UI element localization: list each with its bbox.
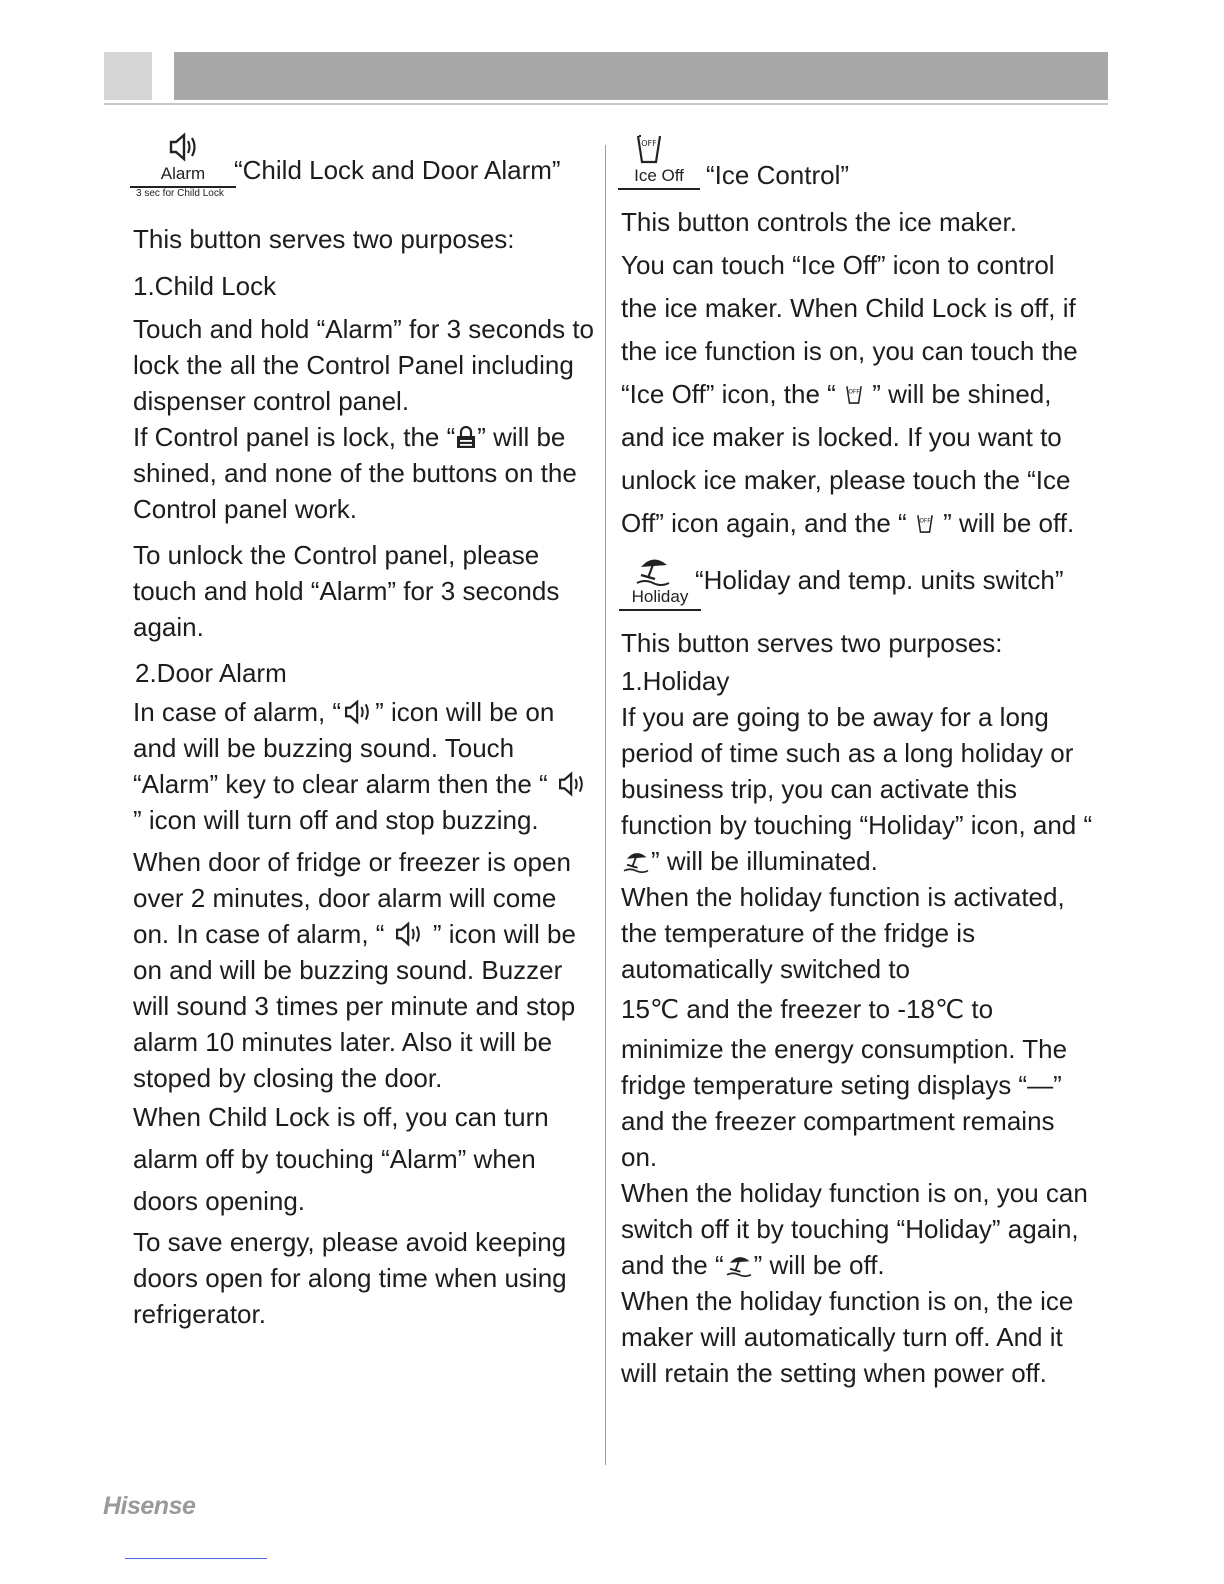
door-alarm-paragraph-4: To save energy, please avoid keeping doors open for along time when using refrigerator.: [133, 1227, 567, 1329]
header-block-small: [104, 52, 152, 100]
svg-text:OFF: OFF: [848, 389, 860, 396]
ice-off-icon: [843, 381, 865, 407]
ice-off-button-underline: [618, 188, 700, 190]
holiday-section-title: “Holiday and temp. units switch”: [695, 565, 1064, 595]
brand-logo: Hisense: [103, 1492, 196, 1520]
door-alarm-paragraph-2: [133, 844, 595, 1096]
holiday-p1-b: ” will be illuminated.: [651, 846, 878, 876]
footer-underline: [125, 1558, 267, 1559]
alarm-section-header: [133, 130, 595, 200]
holiday-paragraph-1: [621, 699, 1096, 879]
svg-text:OFF: OFF: [919, 518, 931, 525]
holiday-umbrella-icon: [621, 848, 651, 874]
ice-off-icon: [632, 130, 666, 166]
holiday-button-label: Holiday: [631, 587, 689, 606]
lock-icon: [455, 426, 477, 450]
left-column: [133, 130, 595, 1332]
child-lock-paragraph-2: [133, 419, 595, 527]
door-alarm-paragraph-1: [133, 694, 595, 838]
header-bar: [174, 52, 1108, 100]
holiday-p5-a: When the holiday function is on, you can switch off it by touching “Holiday” again, and the “: [621, 1178, 1088, 1280]
speaker-icon: [163, 130, 203, 164]
alarm-button-sublabel: 3 sec for Child Lock: [136, 188, 224, 199]
ice-p2-a: You can touch “Ice Off” icon to control the ice maker. When Child Lock is off, if the ice function is on, you can touch the “Ice Off” icon, the “: [621, 250, 1078, 409]
ice-paragraph-1: This button controls the ice maker.: [621, 207, 1017, 237]
door-alarm-p2-a: When door of fridge or freezer is open over 2 minutes, door alarm will come on. In case of alarm, “: [133, 847, 571, 949]
ice-off-icon: [914, 510, 936, 536]
ice-section-title: “Ice Control”: [706, 160, 850, 190]
column-divider: [605, 145, 606, 1465]
holiday-umbrella-icon: [724, 1252, 754, 1278]
child-lock-p2-end: ” will be shined, and none of the buttons on the Control panel work.: [133, 422, 577, 524]
holiday-button-underline: [619, 609, 701, 611]
door-alarm-heading: 2.Door Alarm: [135, 658, 287, 688]
alarm-button-label: Alarm: [160, 164, 206, 183]
holiday-intro: This button serves two purposes:: [621, 628, 1003, 658]
door-alarm-p1-c: ” icon will turn off and stop buzzing.: [133, 805, 539, 835]
holiday-umbrella-icon: [633, 553, 673, 587]
door-alarm-p2-b: ” icon will be on and will be buzzing sound. Buzzer will sound 3 times per minute and stop alarm 10 minutes later. Also it will be stoped by closing the door.: [133, 919, 576, 1093]
svg-text:OFF: OFF: [641, 139, 657, 148]
holiday-paragraph-3: 15℃ and the freezer to -18℃ to: [621, 994, 994, 1024]
holiday-p5-b: ” will be off.: [753, 1250, 885, 1280]
speaker-icon: [392, 921, 426, 947]
holiday-paragraph-4: minimize the energy consumption. The fridge temperature seting displays “—” and the freezer compartment remains on.: [621, 1034, 1068, 1172]
holiday-heading: 1.Holiday: [621, 666, 730, 696]
holiday-section-header: [621, 553, 1096, 611]
ice-section-header: [621, 130, 1096, 190]
header-divider: [104, 103, 1108, 105]
door-alarm-p1-b: ” icon will be on and will be buzzing sound. Touch “Alarm” key to clear alarm then the “: [133, 697, 555, 799]
door-alarm-p1-a: In case of alarm, “: [133, 697, 342, 727]
speaker-icon: [341, 699, 375, 725]
holiday-p1-a: If you are going to be away for a long period of time such as a long holiday or business trip, you can activate this function by touching “Holiday” icon, and “: [621, 702, 1093, 840]
alarm-intro: This button serves two purposes:: [133, 224, 515, 254]
ice-off-button-label: Ice Off: [634, 166, 684, 185]
holiday-button[interactable]: [619, 553, 701, 611]
ice-paragraph-2: [621, 244, 1096, 545]
child-lock-p2-start: If Control panel is lock, the “: [133, 422, 456, 452]
door-alarm-paragraph-3: When Child Lock is off, you can turn alarm off by touching “Alarm” when doors opening.: [133, 1102, 549, 1216]
holiday-paragraph-6: When the holiday function is on, the ice maker will automatically turn off. And it will retain the setting when power off.: [621, 1286, 1074, 1388]
child-lock-paragraph-3: To unlock the Control panel, please touch and hold “Alarm” for 3 seconds again.: [133, 540, 560, 642]
right-column: [621, 130, 1096, 1391]
holiday-paragraph-5: [621, 1175, 1096, 1283]
holiday-paragraph-2: When the holiday function is activated, the temperature of the fridge is automatically switched to: [621, 882, 1065, 984]
ice-p2-b: ” will be shined, and ice maker is locked. If you want to unlock ice maker, please touch the “Ice Off” icon again, and the “: [621, 379, 1071, 538]
alarm-section-title: “Child Lock and Door Alarm”: [234, 155, 561, 185]
speaker-icon: [555, 771, 589, 797]
ice-p2-c: ” will be off.: [935, 508, 1075, 538]
child-lock-heading: 1.Child Lock: [133, 271, 277, 301]
alarm-button[interactable]: [130, 130, 236, 200]
ice-off-button[interactable]: [618, 130, 700, 190]
child-lock-paragraph-1: Touch and hold “Alarm” for 3 seconds to lock the all the Control Panel including dispenser control panel.: [133, 314, 595, 416]
